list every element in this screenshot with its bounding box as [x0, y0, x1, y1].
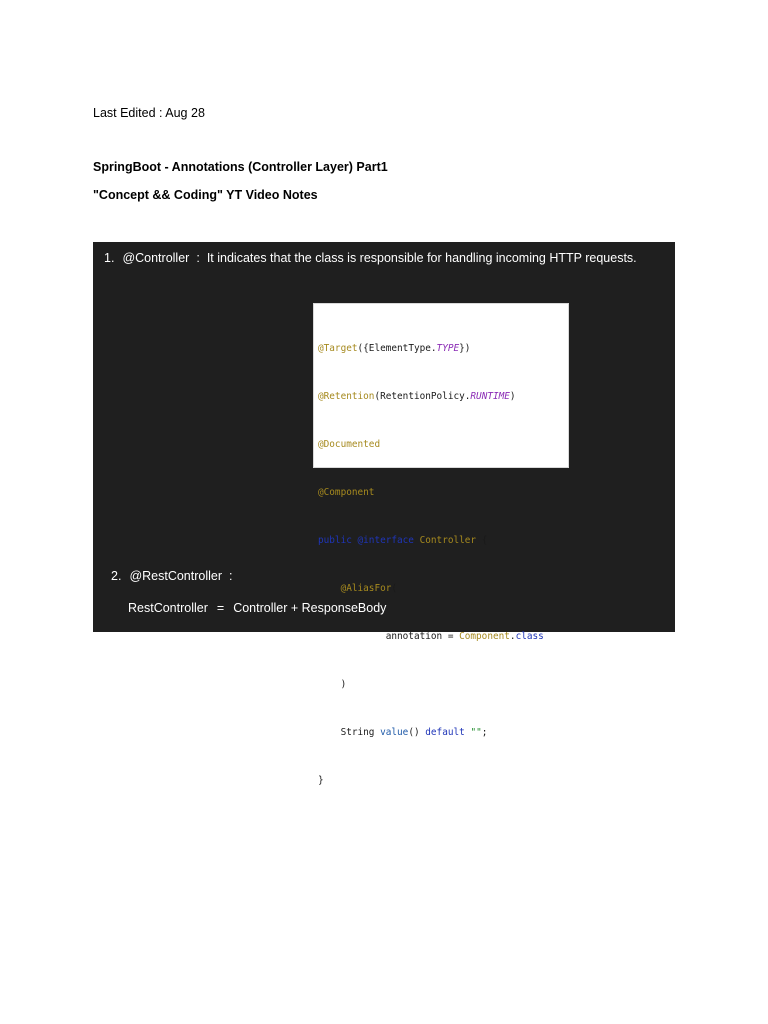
code-indent: [318, 679, 341, 690]
code-indent: [318, 583, 341, 594]
code-token: TYPE: [436, 343, 460, 354]
code-indent: [318, 727, 341, 738]
code-token: public @: [318, 535, 364, 546]
code-snippet: [313, 303, 569, 786]
code-token: (: [391, 583, 398, 594]
code-line: [318, 773, 568, 789]
code-line: [318, 629, 568, 645]
code-token: @Retention: [318, 391, 375, 402]
item-separator: :: [196, 251, 200, 265]
item-restcontroller: [111, 569, 233, 583]
item-term: @Controller: [122, 251, 190, 265]
code-token: String: [340, 727, 381, 738]
code-line: [318, 725, 568, 741]
code-token: @Documented: [318, 439, 381, 450]
item-description: It indicates that the class is responsible for handling incoming HTTP requests.: [206, 251, 637, 265]
code-line: [318, 389, 568, 405]
last-edited: Last Edited : Aug 28: [93, 106, 205, 120]
item-controller: [104, 251, 637, 265]
code-token: @Component: [318, 487, 375, 498]
page-title: SpringBoot - Annotations (Controller Layer) Part1: [93, 160, 388, 174]
code-line: [318, 677, 568, 693]
equation-equals: =: [216, 601, 225, 615]
notes-panel: [93, 242, 675, 786]
code-line: [318, 485, 568, 501]
code-token: @AliasFor: [340, 583, 392, 594]
code-token: class: [515, 631, 544, 642]
code-token: ({ElementType.: [357, 343, 437, 354]
code-token: value: [380, 727, 409, 738]
code-line: [318, 533, 568, 549]
code-line: [318, 581, 568, 597]
code-token: (RetentionPolicy.: [374, 391, 471, 402]
restcontroller-equation: [128, 601, 386, 615]
equation-rhs: Controller + ResponseBody: [233, 601, 387, 615]
code-line: [318, 341, 568, 357]
code-token: Controller: [419, 535, 477, 546]
code-token: @Target: [318, 343, 358, 354]
code-token: RUNTIME: [470, 391, 510, 402]
code-token: ): [340, 679, 347, 690]
code-indent: [318, 631, 386, 642]
item-number: 2.: [111, 569, 122, 583]
code-token: .: [509, 631, 516, 642]
equation-lhs: RestController: [128, 601, 208, 615]
code-token: Component: [459, 631, 510, 642]
code-token: ): [509, 391, 516, 402]
code-token: }): [459, 343, 471, 354]
item-term: @RestController: [129, 569, 223, 583]
code-token: default: [425, 727, 465, 738]
code-line: [318, 437, 568, 453]
item-separator: :: [229, 569, 233, 583]
code-token: (): [408, 727, 426, 738]
code-token: interface: [363, 535, 414, 546]
code-token: {: [476, 535, 488, 546]
code-token: annotation =: [385, 631, 460, 642]
code-token: ;: [481, 727, 488, 738]
code-token: }: [318, 775, 324, 786]
code-token: "": [470, 727, 482, 738]
page-subtitle: "Concept && Coding" YT Video Notes: [93, 188, 318, 202]
item-number: 1.: [104, 251, 115, 265]
